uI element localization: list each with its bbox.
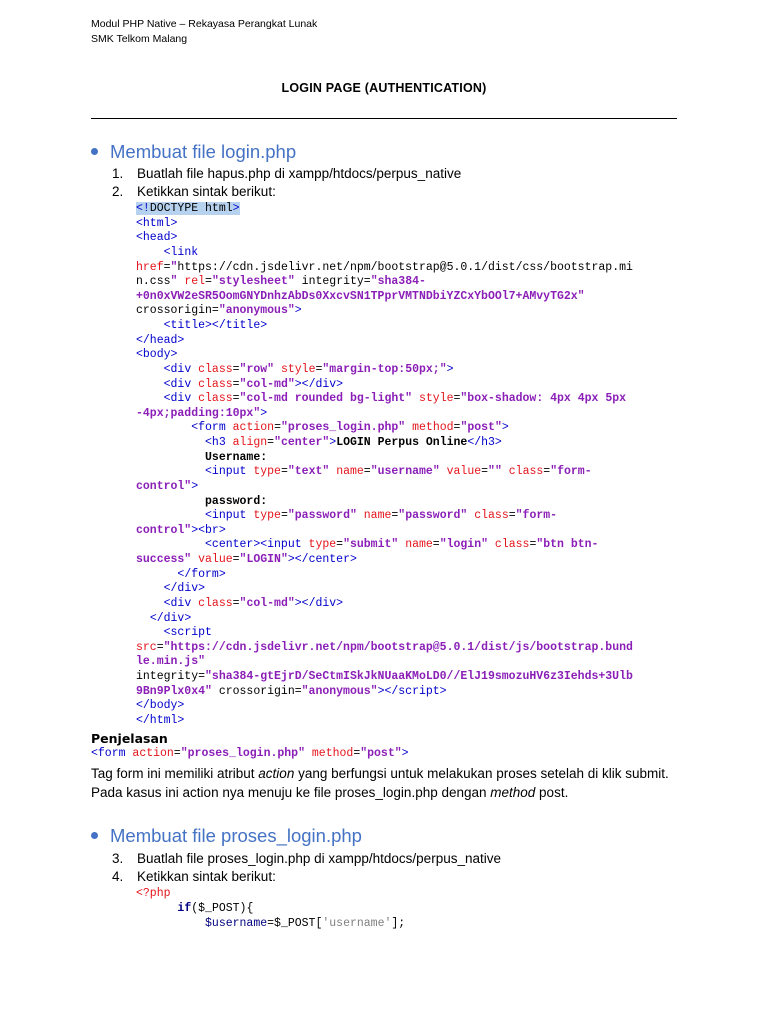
section-heading-proses-login: Membuat file proses_login.php bbox=[91, 825, 362, 847]
explanation-label: Penjelasan bbox=[91, 731, 168, 746]
document-header bbox=[91, 17, 317, 47]
bullet-icon bbox=[91, 148, 98, 155]
title-divider bbox=[91, 118, 677, 119]
bullet-icon bbox=[91, 832, 98, 839]
page-title: LOGIN PAGE (AUTHENTICATION) bbox=[281, 81, 487, 95]
code-block-proses-login-php: <?php if($_POST){ $username=$_POST['username']; bbox=[136, 887, 406, 930]
header-school-name: SMK Telkom Malang bbox=[91, 33, 188, 45]
explanation-code-snippet: <form action="proses_login.php" method="post"> bbox=[91, 747, 409, 760]
explanation-paragraph: Tag form ini memiliki atribut action yang berfungsi untuk melakukan proses setelah di klik submit. Pada kasus ini action nya menuju ke file proses_login.php dengan method post. bbox=[91, 766, 669, 800]
section-heading-login: Membuat file login.php bbox=[91, 141, 296, 163]
header-module-title: Modul PHP Native – Rekayasa Perangkat Lunak bbox=[91, 18, 318, 30]
code-block-login-html: <!DOCTYPE html> <html> <head> <link href="https://cdn.jsdelivr.net/npm/bootstrap@5.0.1/dist/css/bootstrap.mi n.css" rel="stylesheet" integrity="sha384- +0n0xVW2eSR5OomGNYDnhzAbDs0XxcvSN1TPprVMTNDbiYZCxYbOOl7+AMvyTG2x" crossorigin="anonymous"> <title></title> </head> <body> <div class="row" style="margin-top:50px;"> <div class="col-md"></div> <div class="col-md rounded bg-light" style="box-shadow: 4px 4px 5px -4px;padding:10px"> <form action="proses_login.php" method="post"> <h3 align="center">LOGIN Perpus Online</h3> Username: <input type="text" name="username" value="" class="form- control"> password: <input type="password" name="password" class="form- control"><br> <center><input type="submit" name="login" class="btn btn- success" value="LOGIN"></center> </form> </div> <div class="col-md"></div> </div> <script src="https://cdn.jsdelivr.net/npm/bootstrap@5.0.1/dist/js/bootstrap.bund le.min.js" integrity="sha384-gtEjrD/SeCtmISkJkNUaaKMoLD0//ElJ19smozuHV6z3Iehds+3Ulb 9Bn9Plx0x4" crossorigin="anonymous"></script> </body> </html> bbox=[136, 202, 633, 727]
